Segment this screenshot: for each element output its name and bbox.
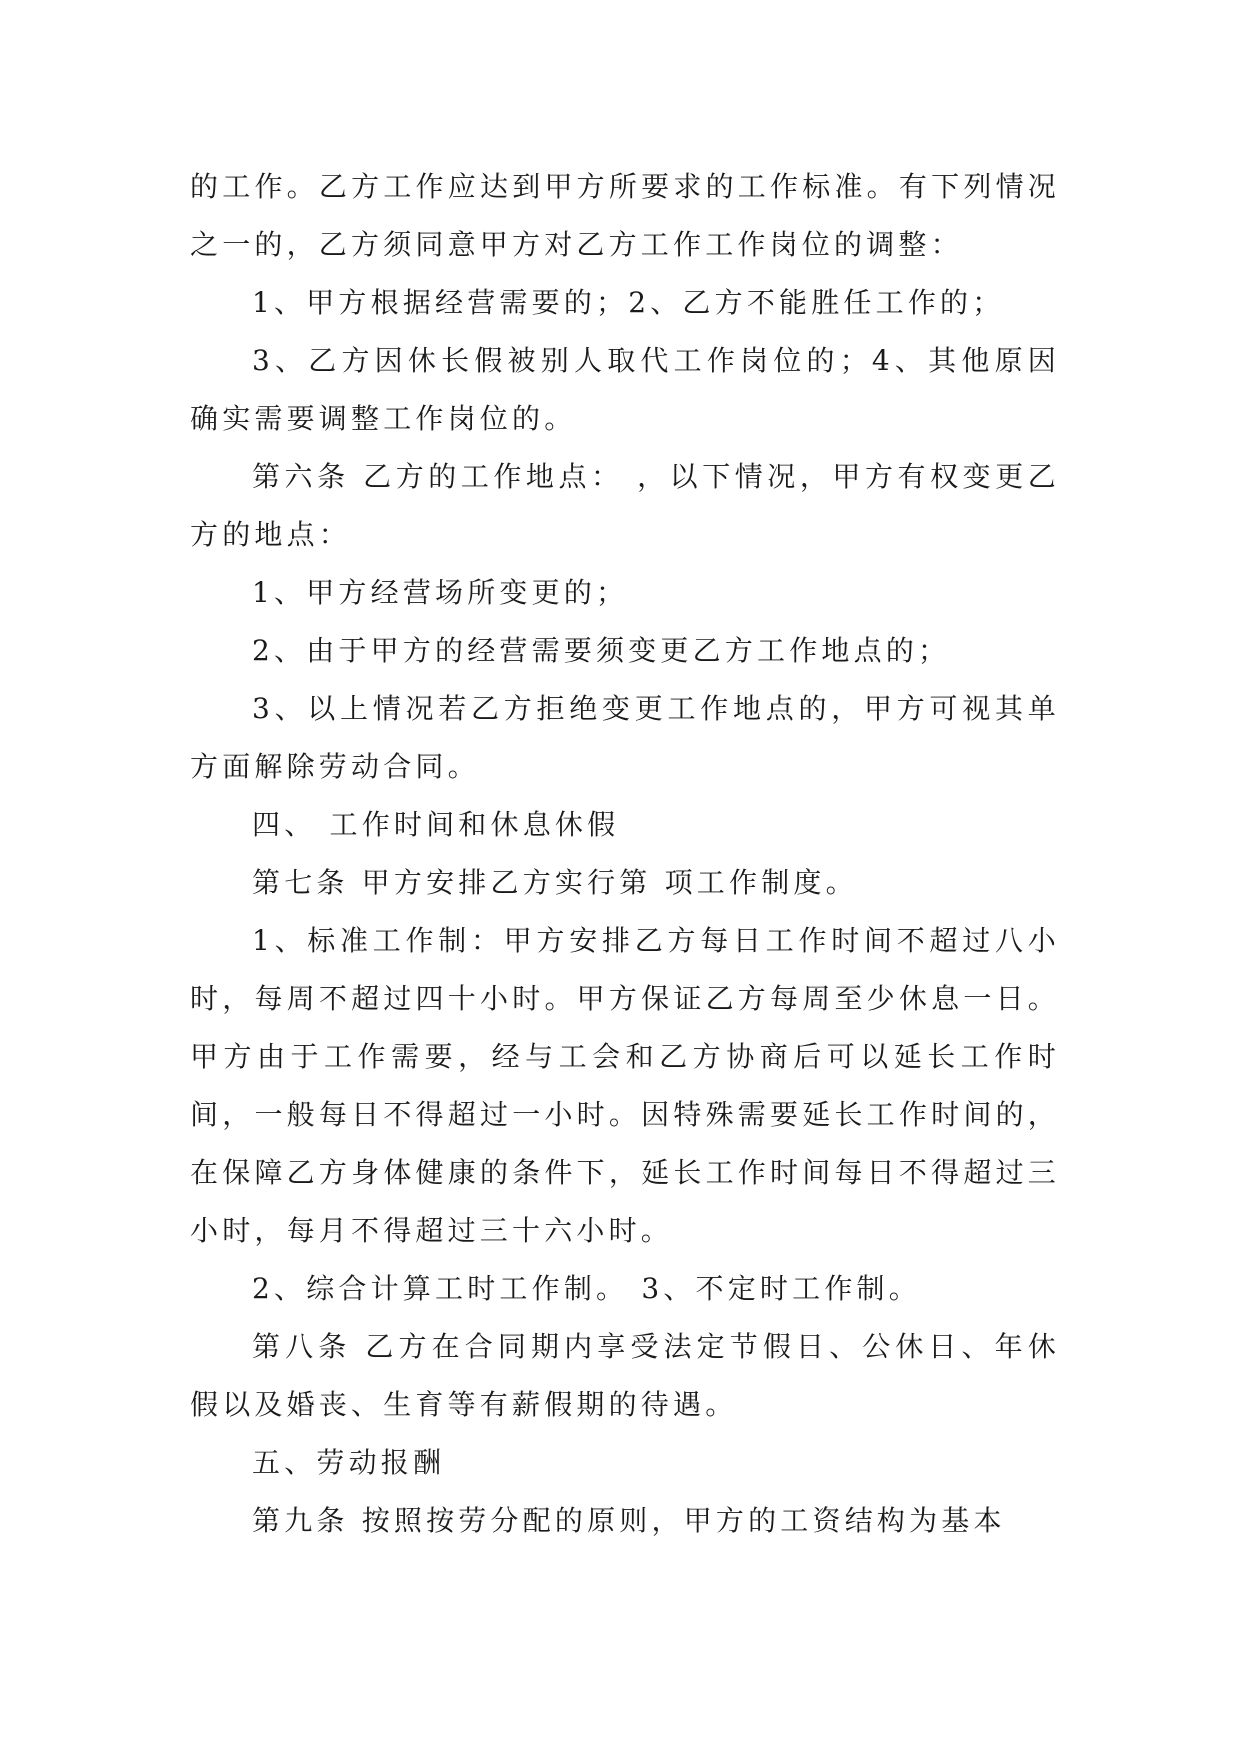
paragraph-article-6-item-2: 2、由于甲方的经营需要须变更乙方工作地点的； [252,634,951,667]
section-heading-5: 五、劳动报酬 [252,1446,446,1479]
paragraph-article-7: 第七条 甲方安排乙方实行第 项工作制度。 [252,866,858,899]
paragraph-article-7-item-1: 1、标准工作制：甲方安排乙方每日工作时间不超过八小时，每周不超过四十小时。甲方保证乙方每周至少休息一日。甲方由于工作需要，经与工会和乙方协商后可以延长工作时间，一般每日不得超过一小时。因特殊需要延长工作时间的，在保障乙方身体健康的条件下，延长工作时间每日不得超过三小时，每月不得超过三十六小时。 [190,924,1060,1247]
paragraph-article-9: 第九条 按照按劳分配的原则，甲方的工资结构为基本 [252,1504,1006,1537]
paragraph-article-6-item-1: 1、甲方经营场所变更的； [252,576,629,609]
paragraph-article-8: 第八条 乙方在合同期内享受法定节假日、公休日、年休假以及婚丧、生育等有薪假期的待遇。 [190,1330,1060,1421]
section-heading-4: 四、 工作时间和休息休假 [252,808,620,841]
paragraph-article-7-item-2-3: 2、综合计算工时工作制。 3、不定时工作制。 [252,1272,921,1305]
paragraph-article-6-item-3: 3、以上情况若乙方拒绝变更工作地点的，甲方可视其单方面解除劳动合同。 [190,692,1060,783]
paragraph-article-6: 第六条 乙方的工作地点： ，以下情况，甲方有权变更乙方的地点： [190,460,1060,551]
paragraph-item-1-2: 1、甲方根据经营需要的；2、乙方不能胜任工作的； [252,286,1005,319]
paragraph-item-3-4: 3、乙方因休长假被别人取代工作岗位的；4、其他原因确实需要调整工作岗位的。 [190,344,1060,435]
paragraph-continuation: 的工作。乙方工作应达到甲方所要求的工作标准。有下列情况之一的，乙方须同意甲方对乙方工作工作岗位的调整： [190,170,1060,261]
document-page [190,158,1060,1550]
